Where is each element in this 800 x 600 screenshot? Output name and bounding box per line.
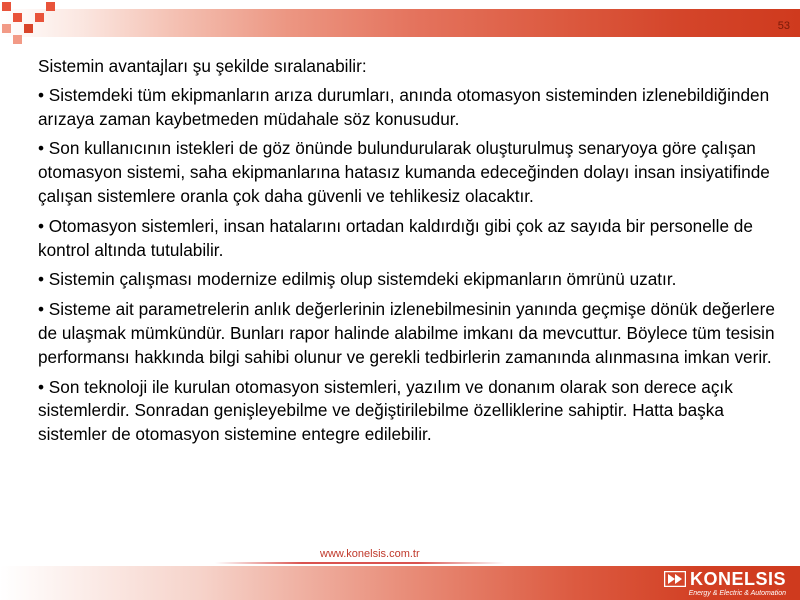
bullet-item: • Otomasyon sistemleri, insan hatalarını ortadan kaldırdığı gibi çok az sayıda bir personelle de kontrol altında tutulabilir.	[38, 215, 753, 260]
page-number: 53	[777, 20, 790, 32]
intro-text: Sistemin avantajları şu şekilde sıralanabilir:	[38, 56, 367, 76]
bullet-item: • Son kullanıcının istekleri de göz önünde bulundurularak oluşturulmuş senaryoya göre çalışan otomasyon sistemi, saha ekipmanlarına hatasız kumanda edeceğinden dolayı insan insiyatifinde çalışan sistemlere oranla çok daha güvenli ve tehlikesiz olacaktır.	[38, 138, 770, 206]
brand-name: KONELSIS	[689, 569, 786, 589]
header-bar	[0, 9, 800, 37]
footer-divider	[215, 562, 505, 564]
footer-url-link[interactable]: www.konelsis.com.tr	[320, 548, 420, 560]
bullet-item: • Sistemdeki tüm ekipmanların arıza durumları, anında otomasyon sisteminden izlenebildiğinden arızaya zaman kaybetmeden müdahale söz konusudur.	[38, 84, 770, 129]
brand-tagline: Energy & Electric & Automation	[688, 590, 786, 597]
bullet-item: • Sistemin çalışması modernize edilmiş olup sistemdeki ekipmanların ömrünü uzatır.	[38, 269, 677, 290]
bullet-item: • Son teknoloji ile kurulan otomasyon sistemleri, yazılım ve donanım olarak son derece açık sistemlerdir. Sonradan genişleyebilme ve değiştirilebilme özelliklerine sahiptir. Hatta başka sistemler de otomasyon sistemine entegre edilebilir.	[38, 376, 733, 445]
logo-squares-icon	[0, 0, 60, 50]
bullet-item: • Sisteme ait parametrelerin anlık değerlerinin izlenebilmesinin yanında geçmişe dönük değerlere de ulaşmak mümkündür. Bunları rapor halinde alabilme imkanı da mevcuttur. Böylece tüm tesisin performansı hakkında bilgi sahibi olunur ve gerekli tedbirlerin zamanında alınmasına imkan verir.	[38, 299, 775, 367]
slide-content	[38, 55, 790, 453]
brand-logo	[664, 570, 786, 598]
konelsis-arrow-icon	[664, 571, 686, 587]
